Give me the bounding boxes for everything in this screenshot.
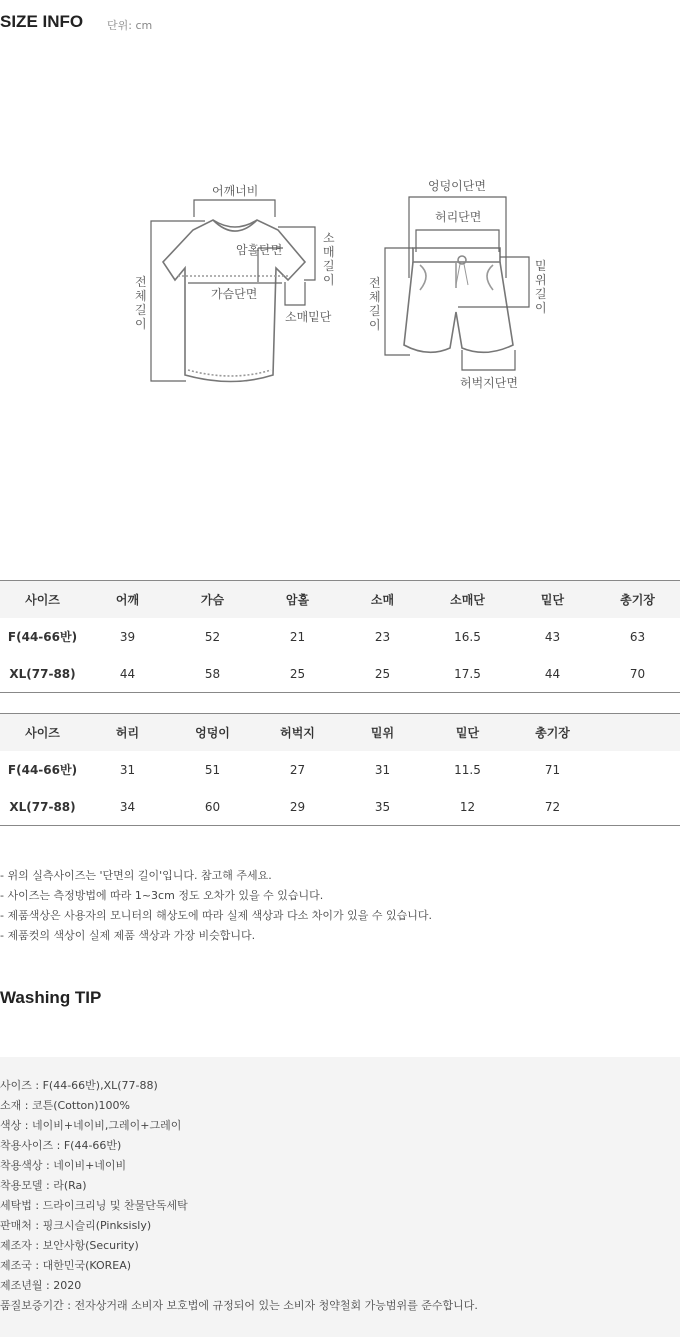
table-cell: F(44-66반) <box>7 630 78 644</box>
info-line: 제조자 : 보안사항(Security) <box>0 1239 139 1252</box>
col-header: 밑위 <box>340 714 425 751</box>
svg-text:위: 위 <box>535 273 547 287</box>
note-line: - 제품색상은 사용자의 모니터의 해상도에 따라 실제 색상과 다소 차이가 있을 수 있습니다. <box>0 909 432 922</box>
info-line: 색상 : 네이비+네이비,그레이+그레이 <box>0 1119 182 1132</box>
unit-label: 단위: cm <box>107 19 153 32</box>
table-cell: 60 <box>204 799 221 814</box>
info-line: 판매처 : 핑크시슬리(Pinksisly) <box>0 1219 152 1232</box>
table-cell: 44 <box>119 666 136 681</box>
col-header: 허벅지 <box>255 714 340 751</box>
table-row <box>0 655 680 692</box>
shorts-illustration <box>404 248 513 352</box>
info-line: 제조국 : 대한민국(KOREA) <box>0 1259 132 1272</box>
svg-text:전: 전 <box>369 276 381 290</box>
table-cell: 70 <box>629 666 646 681</box>
info-line: 제조년월 : 2020 <box>0 1279 82 1292</box>
note-line: - 사이즈는 측정방법에 따라 1~3cm 정도 오차가 있을 수 있습니다. <box>0 889 324 902</box>
note-line: - 위의 실측사이즈는 '단면의 길이'입니다. 참고해 주세요. <box>0 869 272 882</box>
col-header: 밑단 <box>510 581 595 618</box>
svg-text:이: 이 <box>323 273 335 287</box>
table-cell: 17.5 <box>454 666 481 681</box>
col-header: 허리 <box>85 714 170 751</box>
svg-text:길: 길 <box>535 287 547 301</box>
top-total-length-label <box>135 274 147 331</box>
col-header: 사이즈 <box>0 581 85 618</box>
washing-tip-title: Washing TIP <box>0 988 102 1007</box>
table-header-row <box>0 581 680 618</box>
table-header-row <box>0 714 680 751</box>
top-size-table <box>0 580 680 693</box>
table-cell: 25 <box>374 666 391 681</box>
hip-label: 엉덩이단면 <box>428 179 486 193</box>
table-cell: 16.5 <box>454 629 481 644</box>
table-cell: 44 <box>544 666 561 681</box>
chest-label: 가슴단면 <box>211 287 258 301</box>
svg-text:이: 이 <box>135 317 147 331</box>
bottom-size-table <box>0 713 680 826</box>
info-line: 착용색상 : 네이비+네이비 <box>0 1159 127 1172</box>
info-line: 소재 : 코튼(Cotton)100% <box>0 1099 130 1112</box>
table-cell: XL(77-88) <box>9 799 76 814</box>
col-header: 밑단 <box>425 714 510 751</box>
table-cell: XL(77-88) <box>9 666 76 681</box>
table-cell: 11.5 <box>454 762 481 777</box>
svg-text:전: 전 <box>135 275 147 289</box>
col-header <box>595 714 680 751</box>
thigh-label: 허벅지단면 <box>460 376 518 390</box>
shoulder-label: 어깨너비 <box>212 184 259 198</box>
svg-text:체: 체 <box>135 289 147 303</box>
table-cell: 43 <box>544 629 561 644</box>
size-info-title: SIZE INFO <box>0 12 84 31</box>
table-cell: 39 <box>119 629 136 644</box>
table-cell: 21 <box>289 629 306 644</box>
col-header: 소매 <box>340 581 425 618</box>
svg-text:이: 이 <box>369 318 381 332</box>
size-notes <box>0 866 432 946</box>
col-header: 암홀 <box>255 581 340 618</box>
info-line: 착용모델 : 라(Ra) <box>0 1179 87 1192</box>
col-header: 소매단 <box>425 581 510 618</box>
svg-text:길: 길 <box>135 303 147 317</box>
table-cell: 71 <box>544 762 561 777</box>
info-line: 사이즈 : F(44-66반),XL(77-88) <box>0 1079 158 1092</box>
armhole-label: 암홀단면 <box>236 243 283 257</box>
table-row <box>0 618 680 655</box>
measurement-diagram <box>0 170 680 400</box>
table-cell: 63 <box>629 629 646 644</box>
col-header: 엉덩이 <box>170 714 255 751</box>
table-cell: 35 <box>374 799 391 814</box>
product-info-box <box>0 1057 680 1337</box>
svg-text:소: 소 <box>323 231 335 245</box>
svg-text:길: 길 <box>369 304 381 318</box>
sleeve-hem-label: 소매밑단 <box>285 310 332 324</box>
table-cell: 29 <box>289 799 306 814</box>
table-cell: 25 <box>289 666 306 681</box>
info-line: 품질보증기간 : 전자상거래 소비자 보호법에 규정되어 있는 소비자 청약철회 가능범위를 준수합니다. <box>0 1299 478 1312</box>
col-header: 가슴 <box>170 581 255 618</box>
info-line: 세탁법 : 드라이크리닝 및 찬물단독세탁 <box>0 1199 188 1212</box>
table-cell: 58 <box>204 666 221 681</box>
col-header: 총기장 <box>595 581 680 618</box>
table-cell <box>595 751 680 788</box>
bottom-total-length-label <box>369 275 381 332</box>
table-row <box>0 788 680 825</box>
svg-text:길: 길 <box>323 259 335 273</box>
svg-text:밑: 밑 <box>535 259 547 273</box>
sleeve-length-label <box>323 231 335 287</box>
table-cell: 72 <box>544 799 561 814</box>
svg-text:체: 체 <box>369 290 381 304</box>
table-cell: 12 <box>459 799 476 814</box>
svg-text:이: 이 <box>535 301 547 315</box>
rise-label <box>535 258 547 315</box>
table-cell: 31 <box>119 762 136 777</box>
table-cell <box>595 788 680 825</box>
col-header: 총기장 <box>510 714 595 751</box>
col-header: 사이즈 <box>0 714 85 751</box>
table-cell: 31 <box>374 762 391 777</box>
table-cell: F(44-66반) <box>7 763 78 777</box>
svg-text:매: 매 <box>323 245 335 259</box>
table-cell: 51 <box>204 762 221 777</box>
info-line: 착용사이즈 : F(44-66반) <box>0 1139 122 1152</box>
col-header: 어깨 <box>85 581 170 618</box>
table-row <box>0 751 680 788</box>
table-cell: 23 <box>374 629 391 644</box>
waist-label: 허리단면 <box>435 210 482 224</box>
table-cell: 52 <box>204 629 221 644</box>
product-info-list <box>0 1076 478 1316</box>
table-cell: 27 <box>289 762 306 777</box>
table-cell: 34 <box>119 799 136 814</box>
note-line: - 제품컷의 색상이 실제 제품 색상과 가장 비슷합니다. <box>0 929 256 942</box>
